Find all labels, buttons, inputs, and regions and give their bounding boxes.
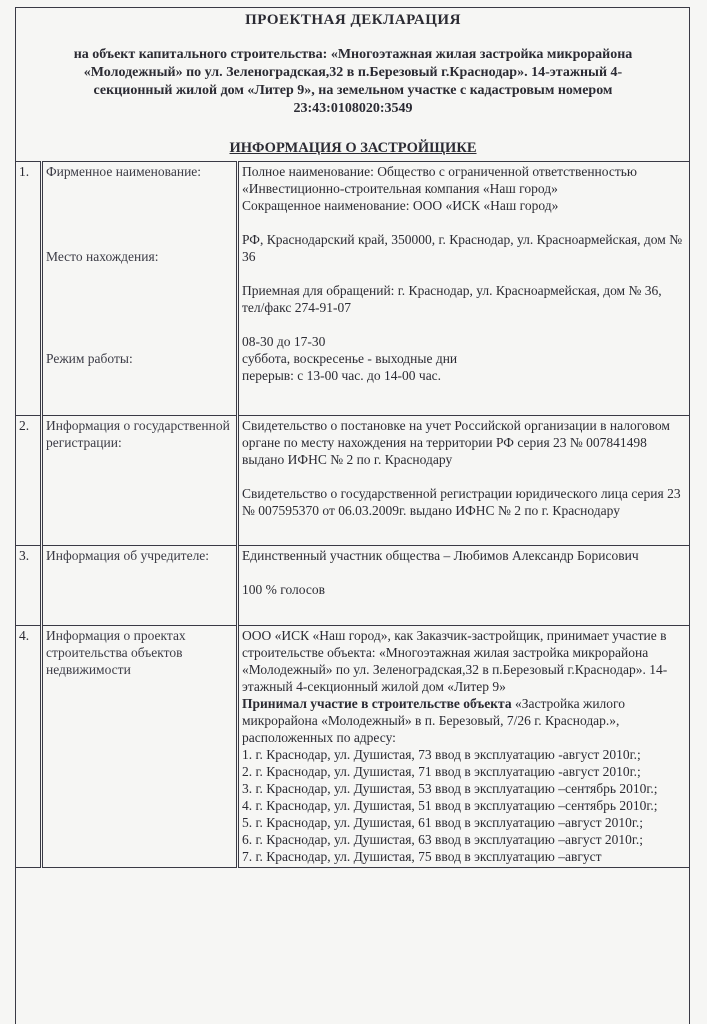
table-row <box>16 162 690 416</box>
label-state-registration: Информация о государственной регистрации: <box>42 416 238 546</box>
founder-votes: 100 % голосов <box>242 582 325 597</box>
participation-bold: Принимал участие в строительстве объекта <box>242 696 512 711</box>
list-item: 3. г. Краснодар, ул. Душистая, 53 ввод в эксплуатацию –сентябрь 2010г.; <box>242 781 658 796</box>
row-number: 2. <box>16 416 42 546</box>
list-item: 2. г. Краснодар, ул. Душистая, 71 ввод в эксплуатацию -август 2010г.; <box>242 764 641 779</box>
row-label-cell <box>42 162 238 416</box>
table-row <box>16 626 690 868</box>
row-value-cell <box>238 546 690 626</box>
row-value-cell <box>238 626 690 868</box>
document-header <box>18 8 688 118</box>
table-row <box>16 416 690 546</box>
hours-line-1: 08-30 до 17-30 <box>242 334 326 349</box>
section-title: ИНФОРМАЦИЯ О ЗАСТРОЙЩИКЕ <box>229 140 477 156</box>
hours-line-2: суббота, воскресенье - выходные дни <box>242 351 458 366</box>
full-company-name: Полное наименование: Общество с ограниченной ответственностью «Инвестиционно-строительная компания «Наш город» <box>242 164 638 196</box>
reception-address: Приемная для обращений: г. Краснодар, ул. Красноармейская, дом № 36, тел/факс 274-91-07 <box>242 283 662 315</box>
participation-text <box>242 695 686 746</box>
label-location: Место нахождения: <box>46 249 159 264</box>
declaration-title: ПРОЕКТНАЯ ДЕКЛАРАЦИЯ <box>245 12 461 28</box>
list-item: 6. г. Краснодар, ул. Душистая, 63 ввод в эксплуатацию –август 2010г.; <box>242 832 644 847</box>
list-item: 4. г. Краснодар, ул. Душистая, 51 ввод в эксплуатацию –сентябрь 2010г.; <box>242 798 658 813</box>
row-number: 1. <box>16 162 42 416</box>
company-address: РФ, Краснодарский край, 350000, г. Краснодар, ул. Красноармейская, дом № 36 <box>242 232 683 264</box>
row-number: 3. <box>16 546 42 626</box>
label-construction-projects: Информация о проектах строительства объектов недвижимости <box>42 626 238 868</box>
list-item: 1. г. Краснодар, ул. Душистая, 73 ввод в эксплуатацию -август 2010г.; <box>242 747 641 762</box>
short-company-name: Сокращенное наименование: ООО «ИСК «Наш город» <box>242 198 559 213</box>
list-item: 7. г. Краснодар, ул. Душистая, 75 ввод в эксплуатацию –август <box>242 849 602 864</box>
list-item: 5. г. Краснодар, ул. Душистая, 61 ввод в эксплуатацию –август 2010г.; <box>242 815 644 830</box>
project-intro: ООО «ИСК «Наш город», как Заказчик-застройщик, принимает участие в строительстве объекта: «Многоэтажная жилая застройка микрорайона «Молодежный» по ул. Зеленоградская,32 в п.Березовый г.Краснодар». 14-этажный 4-секционный жилой дом «Литер 9» <box>242 628 668 694</box>
row-value-cell <box>238 162 690 416</box>
label-working-hours: Режим работы: <box>46 351 133 366</box>
object-description: на объект капитального строительства: «Многоэтажная жилая застройка микрорайона «Молодежный» по ул. Зеленоградская,32 в п.Березовый г.Краснодар». 14-этажный 4-секционный жилой дом «Литер 9», на земельном участке с кадастровым номером 23:43:0108020:3549 <box>73 47 633 116</box>
tax-registration-certificate: Свидетельство о постановке на учет Российской организации в налоговом органе по месту нахождения на территории РФ серия 23 № 007841498 выдано ИФНС № 2 по г. Краснодару <box>242 418 670 467</box>
founder-name: Единственный участник общества – Любимов Александр Борисович <box>242 548 639 563</box>
participation-rest: «Застройка жилого микрорайона «Молодежный» в п. Березовый, 7/26 г. Краснодар.», расположенных по адресу: <box>242 696 625 745</box>
row-number: 4. <box>16 626 42 868</box>
table-row <box>16 546 690 626</box>
developer-info-table <box>15 161 690 868</box>
legal-entity-certificate: Свидетельство о государственной регистрации юридического лица серия 23 № 007595370 от 06.03.2009г. выдано ИФНС № 2 по г. Краснодару <box>242 486 681 518</box>
hours-line-3: перерыв: с 13-00 час. до 14-00 час. <box>242 368 442 383</box>
label-founder: Информация об учредителе: <box>42 546 238 626</box>
row-value-cell <box>238 416 690 546</box>
label-company-name: Фирменное наименование: <box>46 164 202 179</box>
